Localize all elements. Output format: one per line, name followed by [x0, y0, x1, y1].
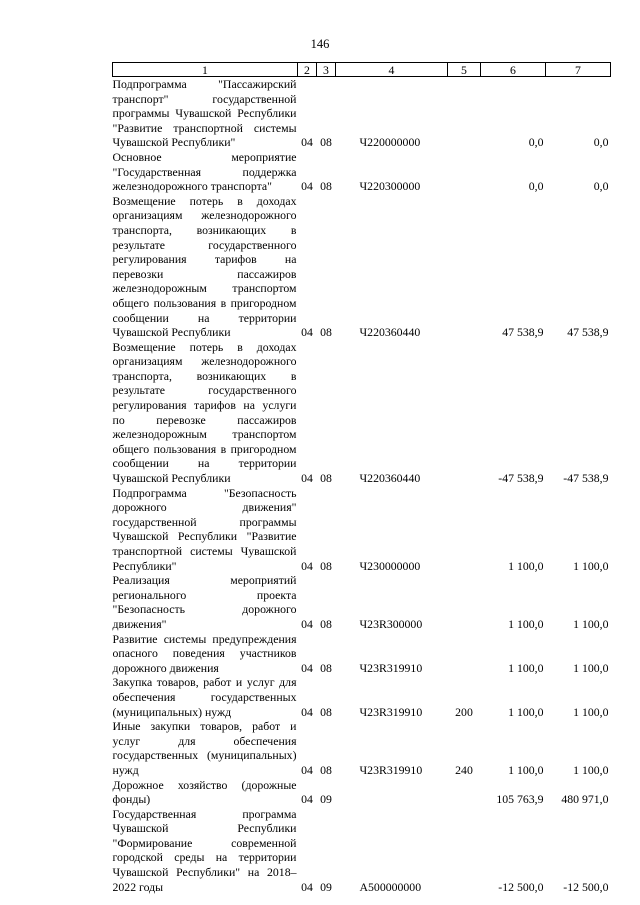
row-value-col7: -47 538,9 — [563, 471, 609, 486]
row-section: 04 — [301, 471, 313, 486]
row-target-code: Ч230000000 — [359, 558, 421, 573]
row-subsection: 08 — [320, 558, 332, 573]
row-subsection: 08 — [320, 616, 332, 631]
row-subsection: 08 — [320, 660, 332, 675]
row-value-col7: -12 500,0 — [563, 879, 609, 894]
row-name: Подпрограмма "Пассажирский транспорт" государственной программы Чувашской Республики "Развитие транспортной системы Чувашской Республики" — [112, 77, 297, 150]
row-value-col6: 1 100,0 — [508, 616, 544, 631]
row-value-col7: 480 971,0 — [561, 792, 609, 807]
table-row — [113, 340, 611, 486]
row-value-col7: 1 100,0 — [573, 762, 609, 777]
column-header-2: 2 — [298, 63, 317, 77]
row-value-col6: 0,0 — [528, 135, 544, 150]
row-expense-type — [448, 77, 481, 150]
row-expense-type — [448, 150, 481, 194]
row-subsection: 08 — [320, 471, 332, 486]
row-name: Подпрограмма "Безопасность дорожного движения" государственной программы Чувашской Республики "Развитие транспортной системы Чувашской Республики" — [112, 485, 297, 573]
row-value-col7: 1 100,0 — [573, 704, 609, 719]
row-section: 04 — [301, 879, 313, 894]
table-row — [113, 150, 611, 194]
page-number: 146 — [310, 37, 330, 51]
row-name: Государственная программа Чувашской Республики "Формирование современной городской среды на территории Чувашской Республики" на 2018–2022 годы — [112, 806, 297, 894]
row-expense-type — [448, 573, 481, 631]
row-expense-type — [448, 486, 481, 574]
row-value-col6: -12 500,0 — [498, 879, 544, 894]
row-target-code: Ч23R319910 — [359, 660, 423, 675]
row-name: Реализация мероприятий регионального проекта "Безопасность дорожного движения" — [112, 573, 297, 631]
row-section: 04 — [301, 179, 313, 194]
column-header-7: 7 — [546, 63, 611, 77]
budget-table — [112, 62, 611, 894]
row-subsection: 09 — [320, 792, 332, 807]
row-value-col6: 0,0 — [528, 179, 544, 194]
row-subsection: 08 — [320, 135, 332, 150]
table-row — [113, 194, 611, 340]
table-row — [113, 77, 611, 150]
row-section: 04 — [301, 558, 313, 573]
row-section: 04 — [301, 704, 313, 719]
table-row — [113, 573, 611, 631]
row-section: 04 — [301, 792, 313, 807]
row-section: 04 — [301, 660, 313, 675]
row-name: Иные закупки товаров, работ и услуг для обеспечения государственных (муниципальных) нужд — [112, 719, 297, 777]
row-subsection: 09 — [320, 879, 332, 894]
row-value-col6: 1 100,0 — [508, 762, 544, 777]
row-name: Основное мероприятие "Государственная поддержка железнодорожного транспорта" — [112, 149, 297, 194]
row-value-col7: 47 538,9 — [567, 325, 609, 340]
row-name: Закупка товаров, работ и услуг для обеспечения государственных (муниципальных) нужд — [112, 675, 297, 719]
row-section: 04 — [301, 325, 313, 340]
column-header-4: 4 — [336, 63, 448, 77]
row-section: 04 — [301, 762, 313, 777]
row-section: 04 — [301, 135, 313, 150]
row-target-code: Ч220000000 — [359, 135, 421, 150]
row-value-col7: 0,0 — [593, 179, 609, 194]
row-expense-type: 200 — [455, 704, 473, 719]
column-header-1: 1 — [113, 63, 298, 77]
row-name: Возмещение потерь в доходах организациям железнодорожного транспорта, возникающих в результате государственного регулирования тарифов на перевозки пассажиров железнодорожным транспортом общего пользования в пригородном сообщении на территории Чувашской Республики — [112, 193, 297, 340]
row-subsection: 08 — [320, 762, 332, 777]
row-value-col7: 1 100,0 — [573, 616, 609, 631]
column-header-6: 6 — [481, 63, 546, 77]
row-target-code: Ч23R319910 — [359, 762, 423, 777]
row-value-col6: 1 100,0 — [508, 660, 544, 675]
row-target-code: Ч23R300000 — [359, 616, 423, 631]
row-target-code: А500000000 — [359, 879, 422, 894]
row-target-code: Ч23R319910 — [359, 704, 423, 719]
row-target-code: Ч220360440 — [359, 325, 421, 340]
column-header-3: 3 — [317, 63, 336, 77]
row-value-col6: 1 100,0 — [508, 704, 544, 719]
row-subsection: 08 — [320, 325, 332, 340]
table-row — [113, 778, 611, 807]
row-value-col6: -47 538,9 — [498, 471, 544, 486]
row-expense-type — [448, 807, 481, 895]
row-target-code: Ч220360440 — [359, 471, 421, 486]
row-subsection: 08 — [320, 704, 332, 719]
row-expense-type — [448, 632, 481, 676]
table-header-row — [113, 63, 611, 77]
row-name: Развитие системы предупреждения опасного поведения участников дорожного движения — [112, 631, 297, 675]
row-value-col6: 105 763,9 — [496, 792, 544, 807]
row-expense-type — [448, 194, 481, 340]
row-subsection: 08 — [320, 179, 332, 194]
row-target-code: Ч220300000 — [359, 179, 421, 194]
row-expense-type: 240 — [455, 762, 473, 777]
row-name: Возмещение потерь в доходах организациям железнодорожного транспорта, возникающих в результате государственного регулирования тарифов на услуги по перевозке пассажиров железнодорожным транспортом общего пользования в пригородном сообщении на территории Чувашской Республики — [112, 339, 297, 486]
row-expense-type — [448, 340, 481, 486]
table-row — [113, 719, 611, 777]
table-row — [113, 807, 611, 895]
row-value-col7: 1 100,0 — [573, 558, 609, 573]
row-value-col6: 1 100,0 — [508, 558, 544, 573]
row-name: Дорожное хозяйство (дорожные фонды) — [112, 777, 297, 807]
row-value-col6: 47 538,9 — [502, 325, 544, 340]
table-row — [113, 486, 611, 574]
row-value-col7: 0,0 — [593, 135, 609, 150]
row-value-col7: 1 100,0 — [573, 660, 609, 675]
row-expense-type — [448, 778, 481, 807]
column-header-5: 5 — [448, 63, 481, 77]
row-target-code — [336, 778, 448, 807]
row-section: 04 — [301, 616, 313, 631]
table-row — [113, 675, 611, 719]
table-row — [113, 632, 611, 676]
